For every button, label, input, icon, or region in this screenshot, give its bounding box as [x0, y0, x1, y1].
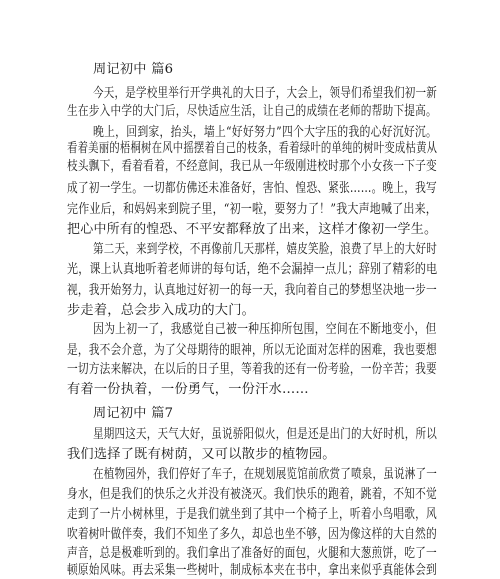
paragraph-line: 第二天，来到学校，不再像前几天那样，嬉皮笑脸，浪费了早上的大好时 [93, 242, 437, 257]
paragraph-line: 步走着，总会步入成功的大门。 [67, 303, 256, 318]
paragraph-line: 成了初一学生。一切都仿佛还未准备好，害怕、惶恐、紧张……。晚上，我写 [67, 181, 437, 196]
section-heading: 周记初中 篇6 [93, 62, 174, 77]
paragraph-line: 星期四这天，天气大好，虽说骄阳似火，但是还是出门的大好时机，所以 [93, 427, 437, 442]
paragraph-line: 吹着树叶做伴奏，我们不知坐了多久，却总也坐不够，因为像这样的大自然的 [67, 527, 437, 542]
paragraph-line: 看着美丽的梧桐树在风中摇摆着自己的枝条，看着绿叶的单纯的树叶变成枯黄从 [67, 141, 438, 156]
paragraph-line: 我们选择了既有树荫，又可以散步的植物园。 [67, 447, 336, 462]
paragraph-line: 今天，是学校里举行开学典礼的大日子，大会上，领导们希望我们初一新 [93, 86, 437, 101]
paragraph-line: 枝头飘下，看着看着，不经意间，我已从一年级刚进校时那个小女孩一下子变 [67, 159, 437, 174]
paragraph-line: 完作业后，和妈妈来到院子里，“初一啦，要努力了！”我大声地喊了出来， [67, 202, 437, 217]
paragraph-line: 光，课上认真地听着老师讲的每句话，绝不会漏掉一点儿；辞别了精彩的电 [67, 262, 438, 277]
paragraph-line: 在植物园外，我们停好了车子，在规划展览馆前欣赏了喷泉，虽说淋了一 [93, 467, 437, 482]
paragraph-line: 生在步入中学的大门后，尽快适应生活，让自己的成绩在老师的帮助下提高。 [67, 104, 437, 119]
paragraph-line: 声音，总是极难听到的。我们拿出了准备好的面包，火腿和大葱煎饼，吃了一 [67, 546, 437, 561]
paragraph-line: 因为上初一了，我感觉自己被一种压抑所包围，空间在不断地变小，但 [93, 322, 437, 337]
paragraph-line: 一切方法来解决，在以后的日子里，等着我的还有一份考验，一份辛苦；我要 [67, 362, 437, 377]
paragraph-line: 晚上，回到家，抬头，墙上“好好努力”四个大字压的我的心好沉好沉。 [93, 125, 438, 140]
paragraph-line: 把心中所有的惶恐、不平安都释放了出来，这样才像初一学生。 [67, 222, 438, 237]
paragraph-line: 顿原始风味。再去采集一些树叶，制成标本夹在书中，拿出来似乎真能体会到 [67, 563, 437, 578]
section-heading: 周记初中 篇7 [93, 406, 174, 421]
paragraph-line: 是，我不会介意，为了父母期待的眼神，所以无论面对怎样的困难，我也要想 [67, 343, 437, 358]
paragraph-line: 身水，但是我们的快乐之火并没有被浇灭。我们快乐的跑着，跳着，不知不觉 [67, 487, 437, 502]
paragraph-line: 走到了一片小树林里，于是我们就坐到了其中一个椅子上，听着小鸟唱歌，风 [67, 507, 437, 522]
paragraph-line: 有着一份执着，一份勇气，一份汗水…… [67, 382, 309, 397]
paragraph-line: 视，我开始努力，认真地过好初一的每一天，我向着自己的梦想坚决地一步一 [67, 283, 437, 298]
